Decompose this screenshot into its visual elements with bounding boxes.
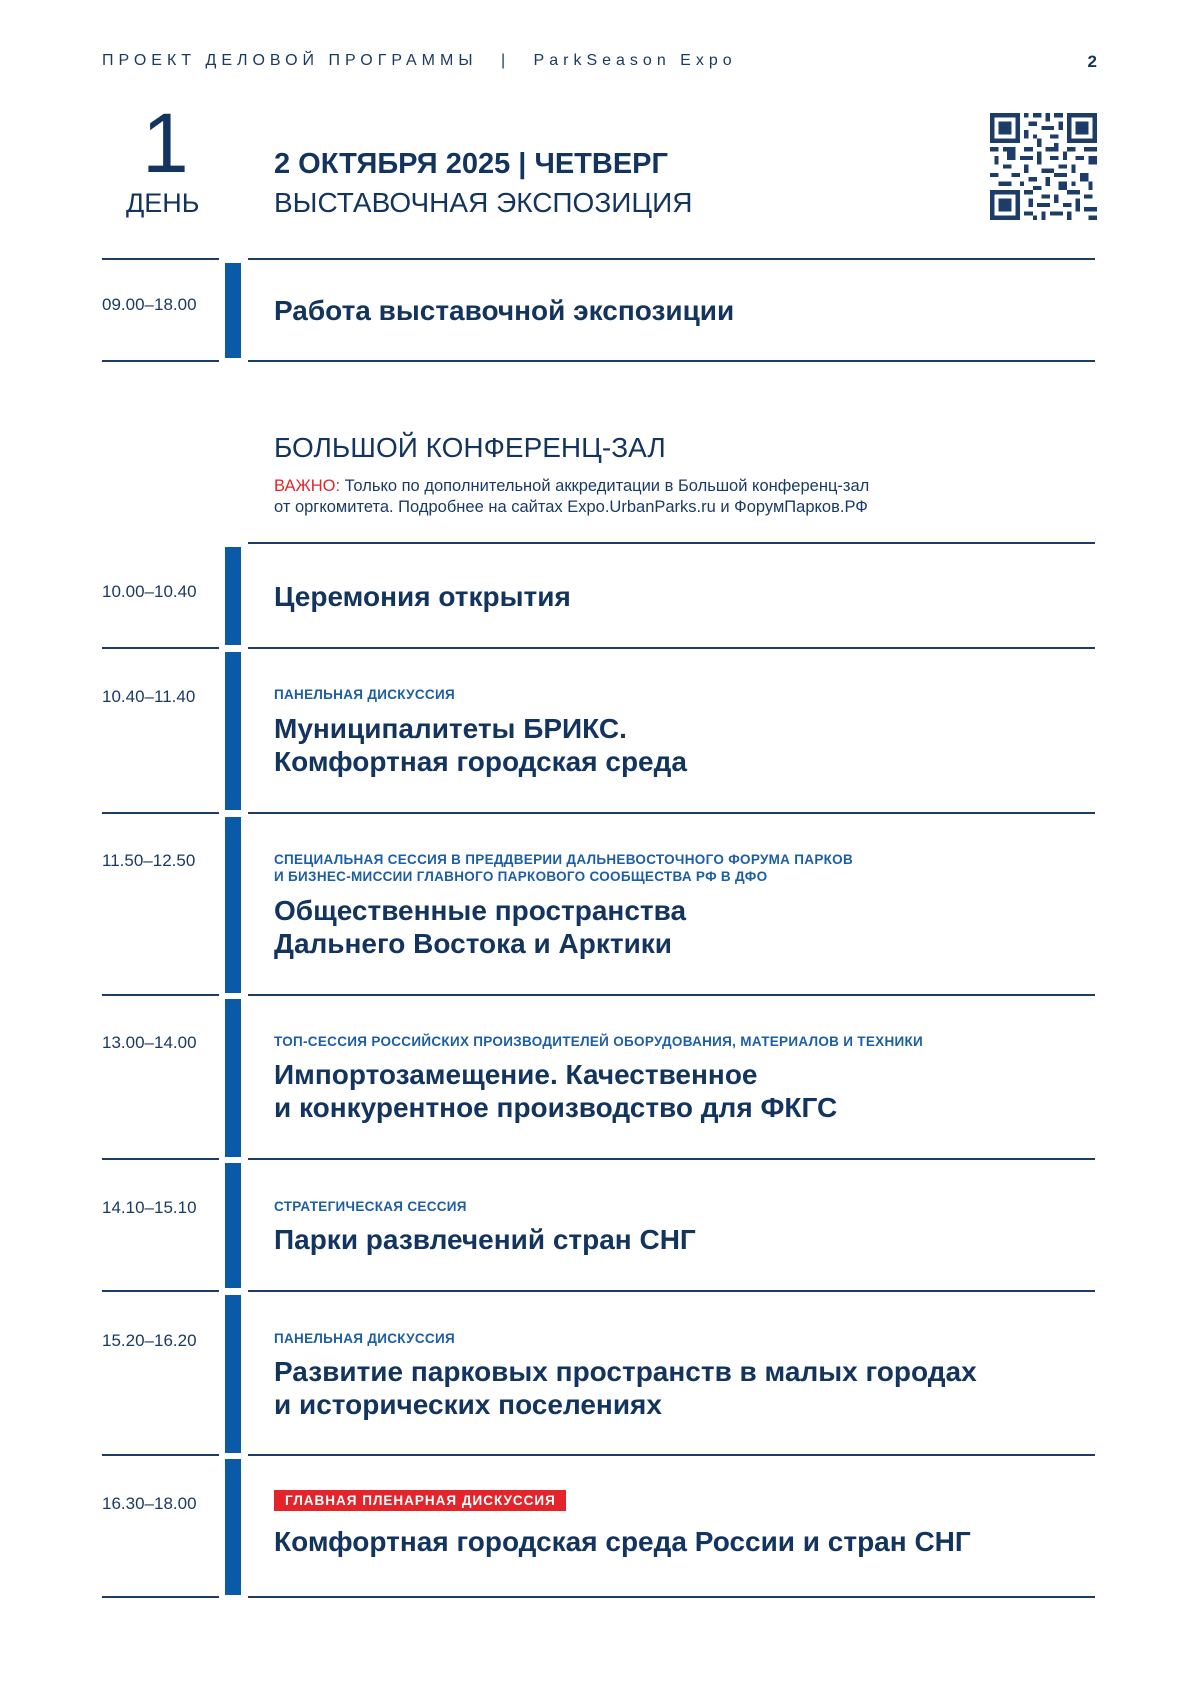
divider-line bbox=[102, 1158, 219, 1160]
session-time: 16.30–18.00 bbox=[102, 1494, 197, 1513]
divider-line bbox=[102, 1290, 219, 1292]
session-time: 10.00–10.40 bbox=[102, 582, 197, 601]
divider-line bbox=[102, 360, 219, 362]
document-header bbox=[102, 52, 737, 70]
divider-line bbox=[102, 647, 219, 649]
divider-line bbox=[248, 1290, 1095, 1292]
session-title: Церемония открытия bbox=[274, 581, 571, 612]
divider-line bbox=[102, 1454, 219, 1456]
important-label: ВАЖНО: bbox=[274, 477, 341, 495]
row-accent-bar bbox=[225, 1459, 241, 1595]
day-date: 2 ОКТЯБРЯ 2025 | ЧЕТВЕРГ bbox=[274, 148, 668, 180]
session-title: Парки развлечений стран СНГ bbox=[274, 1224, 696, 1255]
day-number: 1 bbox=[142, 96, 189, 190]
session-kicker: ПАНЕЛЬНАЯ ДИСКУССИЯ bbox=[274, 1331, 455, 1346]
hall-note bbox=[274, 476, 869, 518]
qr-code-icon[interactable] bbox=[990, 113, 1097, 220]
day-label: ДЕНЬ bbox=[126, 188, 200, 218]
exhibition-title: Работа выставочной экспозиции bbox=[274, 295, 735, 326]
session-title-line2: Дальнего Востока и Арктики bbox=[274, 928, 673, 959]
divider-line bbox=[248, 647, 1095, 649]
row-accent-bar bbox=[225, 1163, 241, 1288]
row-accent-bar bbox=[225, 1295, 241, 1453]
session-kicker: СТРАТЕГИЧЕСКАЯ СЕССИЯ bbox=[274, 1199, 467, 1214]
divider-line bbox=[248, 360, 1095, 362]
row-accent-bar bbox=[225, 999, 241, 1157]
session-time: 10.40–11.40 bbox=[102, 687, 196, 706]
header-expo-name: ParkSeason Expo bbox=[533, 52, 737, 69]
divider-line bbox=[248, 994, 1095, 996]
divider-line bbox=[102, 258, 219, 260]
divider-line bbox=[102, 994, 219, 996]
session-title: Комфортная городская среда России и стран СНГ bbox=[274, 1526, 971, 1557]
divider-line bbox=[248, 542, 1095, 544]
session-time: 14.10–15.10 bbox=[102, 1198, 197, 1217]
session-title: Импортозамещение. Качественное bbox=[274, 1059, 758, 1090]
session-title: Общественные пространства bbox=[274, 895, 687, 926]
divider-line bbox=[248, 1158, 1095, 1160]
session-time: 13.00–14.00 bbox=[102, 1033, 197, 1052]
row-accent-bar bbox=[225, 817, 241, 993]
header-separator: | bbox=[500, 52, 511, 69]
hall-note-line1: Только по дополнительной аккредитации в Большой конференц-зал bbox=[340, 477, 870, 495]
divider-line bbox=[248, 1596, 1095, 1598]
divider-line bbox=[248, 258, 1095, 260]
session-kicker: ТОП-СЕССИЯ РОССИЙСКИХ ПРОИЗВОДИТЕЛЕЙ ОБОРУДОВАНИЯ, МАТЕРИАЛОВ И ТЕХНИКИ bbox=[274, 1034, 924, 1049]
session-title-line2: и конкурентное производство для ФКГС bbox=[274, 1092, 838, 1123]
row-accent-bar bbox=[225, 652, 241, 810]
hall-title: БОЛЬШОЙ КОНФЕРЕНЦ-ЗАЛ bbox=[274, 432, 666, 463]
row-accent-bar bbox=[225, 263, 241, 358]
session-title-line2: и исторических поселениях bbox=[274, 1389, 662, 1420]
session-kicker-line2: И БИЗНЕС-МИССИИ ГЛАВНОГО ПАРКОВОГО СООБЩЕСТВА РФ В ДФО bbox=[274, 869, 768, 884]
divider-line bbox=[102, 812, 219, 814]
session-kicker: ПАНЕЛЬНАЯ ДИСКУССИЯ bbox=[274, 687, 455, 702]
session-title-line2: Комфортная городская среда bbox=[274, 746, 687, 777]
session-time: 11.50–12.50 bbox=[102, 851, 196, 870]
session-title: Муниципалитеты БРИКС. bbox=[274, 713, 627, 744]
header-program-label: ПРОЕКТ ДЕЛОВОЙ ПРОГРАММЫ bbox=[102, 52, 478, 69]
exhibition-time: 09.00–18.00 bbox=[102, 295, 197, 314]
divider-line bbox=[102, 1596, 219, 1598]
session-title: Развитие парковых пространств в малых городах bbox=[274, 1356, 977, 1387]
hall-note-line2: от оргкомитета. Подробнее на сайтах Expo.UrbanParks.ru и ФорумПарков.РФ bbox=[274, 498, 868, 516]
row-accent-bar bbox=[225, 547, 241, 645]
divider-line bbox=[248, 812, 1095, 814]
day-subtitle: ВЫСТАВОЧНАЯ ЭКСПОЗИЦИЯ bbox=[274, 187, 693, 218]
session-time: 15.20–16.20 bbox=[102, 1331, 197, 1350]
session-kicker: СПЕЦИАЛЬНАЯ СЕССИЯ В ПРЕДДВЕРИИ ДАЛЬНЕВОСТОЧНОГО ФОРУМА ПАРКОВ bbox=[274, 852, 854, 867]
plenary-badge: ГЛАВНАЯ ПЛЕНАРНАЯ ДИСКУССИЯ bbox=[274, 1490, 566, 1511]
divider-line bbox=[248, 1454, 1095, 1456]
page-number: 2 bbox=[1087, 52, 1097, 71]
